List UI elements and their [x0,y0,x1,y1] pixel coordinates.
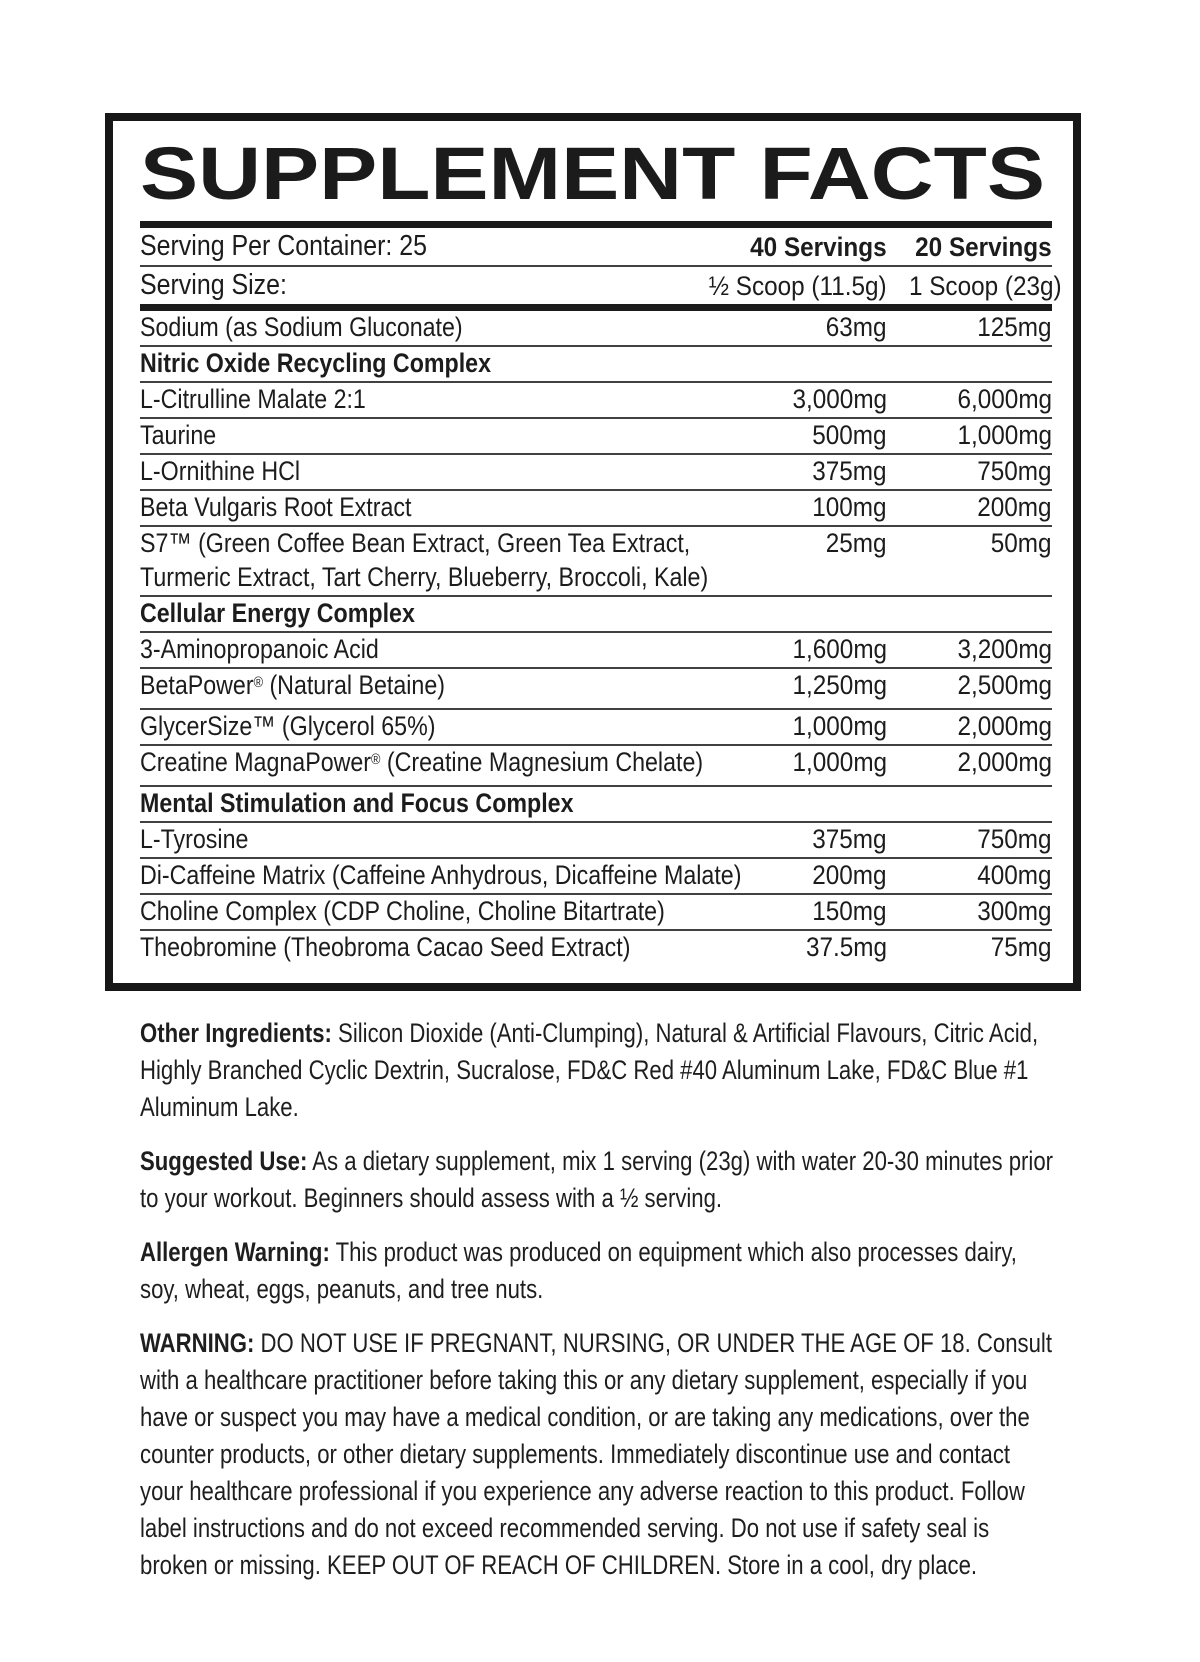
other-ingredients-paragraph [140,1015,1058,1126]
ingredient-row [140,455,1052,491]
supplement-facts-panel [105,113,1081,991]
ingredient-row [140,895,1052,931]
section-header: Nitric Oxide Recycling Complex [140,348,491,378]
ingredient-name: L-Ornithine HCl [140,456,301,486]
amount-20-servings: 3,200mg [957,634,1052,664]
ingredient-row-continued [140,561,1052,597]
serving-size-row [140,267,1062,304]
section-header: Cellular Energy Complex [140,598,415,628]
ingredient-name: Taurine [140,420,217,450]
panel-title: SUPPLEMENT FACTS [140,135,1045,215]
amount-20-servings: 50mg [991,528,1052,558]
amount-40-servings: 375mg [812,456,887,486]
amount-20-servings: 750mg [977,456,1052,486]
ingredient-name-continued: Turmeric Extract, Tart Cherry, Blueberry, Broccoli, Kale) [140,562,709,592]
amount-20-servings: 75mg [991,932,1052,962]
ingredient-name: L-Tyrosine [140,824,249,854]
ingredient-row [140,383,1052,419]
column-header-40-servings: 40 Servings [750,232,887,262]
ingredient-row [140,669,1052,710]
amount-20-servings: 2,000mg [957,747,1052,777]
amount-40-servings: 100mg [812,492,887,522]
serving-size-40: ½ Scoop (11.5g) [709,271,887,301]
ingredient-row [140,931,1052,965]
warning-text: DO NOT USE IF PREGNANT, NURSING, OR UNDER THE AGE OF 18. Consult with a healthcare practitioner before taking this or any dietary supplement, especially if you have or suspect you may have a medical condition, or are taking any medications, over the counter products, or other dietary supplements. Immediately discontinue use and contact your healthcare professional if you experience any adverse reaction to this product. Follow label instructions and do not exceed recommended serving. Do not use if safety seal is broken or missing. KEEP OUT OF REACH OF CHILDREN. Store in a cool, dry place. [140,1328,1052,1580]
amount-20-servings: 750mg [977,824,1052,854]
panel-title-graphic [140,135,1052,215]
servings-per-container-label: Serving Per Container: 25 [140,230,427,262]
amount-20-servings: 2,500mg [957,670,1052,700]
ingredient-name: Sodium (as Sodium Gluconate) [140,312,463,342]
serving-size-label: Serving Size: [140,269,287,301]
amount-20-servings: 400mg [977,860,1052,890]
ingredient-row [140,419,1052,455]
ingredient-name: Theobromine (Theobroma Cacao Seed Extract) [140,932,631,962]
suggested-use-lead: Suggested Use: [140,1146,308,1176]
ingredient-row [140,491,1052,527]
ingredient-name: S7™ (Green Coffee Bean Extract, Green Tea Extract, [140,528,691,558]
thick-divider-serving [140,304,1052,311]
amount-40-servings: 1,000mg [792,711,887,741]
section-header: Mental Stimulation and Focus Complex [140,788,574,818]
amount-40-servings: 200mg [812,860,887,890]
label-footnotes [140,1015,1058,1584]
servings-per-container-row [140,228,1052,267]
ingredient-row [140,859,1052,895]
allergen-warning-lead: Allergen Warning: [140,1237,330,1267]
suggested-use-paragraph [140,1143,1058,1217]
other-ingredients-text: Silicon Dioxide (Anti-Clumping), Natural & Artificial Flavours, Citric Acid, Highly Branched Cyclic Dextrin, Sucralose, FD&C Red #40 Aluminum Lake, FD&C Blue #1 Aluminum Lake. [140,1018,1039,1122]
ingredient-row [140,633,1052,669]
amount-40-servings: 1,250mg [792,670,887,700]
amount-20-servings: 2,000mg [957,711,1052,741]
section-header-row [140,597,1052,633]
amount-40-servings: 3,000mg [792,384,887,414]
ingredient-name: Di-Caffeine Matrix (Caffeine Anhydrous, Dicaffeine Malate) [140,860,742,890]
ingredient-name: GlycerSize™ (Glycerol 65%) [140,711,436,741]
ingredient-row [140,311,1052,347]
amount-40-servings: 63mg [826,312,887,342]
warning-lead: WARNING: [140,1328,255,1358]
column-header-20-servings: 20 Servings [915,232,1052,262]
amount-40-servings: 25mg [826,528,887,558]
amount-40-servings: 1,600mg [792,634,887,664]
ingredient-name: BetaPower® (Natural Betaine) [140,670,445,700]
amount-40-servings: 1,000mg [792,747,887,777]
warning-paragraph [140,1325,1058,1584]
amount-20-servings: 300mg [977,896,1052,926]
amount-20-servings: 6,000mg [957,384,1052,414]
allergen-warning-text: This product was produced on equipment which also processes dairy, soy, wheat, eggs, peanuts, and tree nuts. [140,1237,1017,1304]
thick-divider-top [140,221,1052,228]
other-ingredients-lead: Other Ingredients: [140,1018,332,1048]
ingredient-row [140,710,1052,746]
amount-40-servings: 150mg [812,896,887,926]
amount-20-servings: 1,000mg [957,420,1052,450]
ingredient-name: L-Citrulline Malate 2:1 [140,384,366,414]
ingredient-name: Choline Complex (CDP Choline, Choline Bitartrate) [140,896,665,926]
allergen-warning-paragraph [140,1234,1058,1308]
serving-size-20: 1 Scoop (23g) [908,271,1062,301]
ingredient-name: 3-Aminopropanoic Acid [140,634,379,664]
suggested-use-text: As a dietary supplement, mix 1 serving (23g) with water 20-30 minutes prior to your workout. Beginners should assess with a ½ serving. [140,1146,1054,1213]
ingredient-name: Beta Vulgaris Root Extract [140,492,412,522]
ingredient-name: Creatine MagnaPower® (Creatine Magnesium Chelate) [140,747,704,777]
ingredient-row [140,746,1052,787]
ingredient-row [140,823,1052,859]
amount-20-servings: 200mg [977,492,1052,522]
amount-40-servings: 500mg [812,420,887,450]
amount-40-servings: 37.5mg [805,932,887,962]
ingredient-row [140,527,1052,561]
section-header-row [140,787,1052,823]
amount-20-servings: 125mg [977,312,1052,342]
amount-40-servings: 375mg [812,824,887,854]
section-header-row [140,347,1052,383]
